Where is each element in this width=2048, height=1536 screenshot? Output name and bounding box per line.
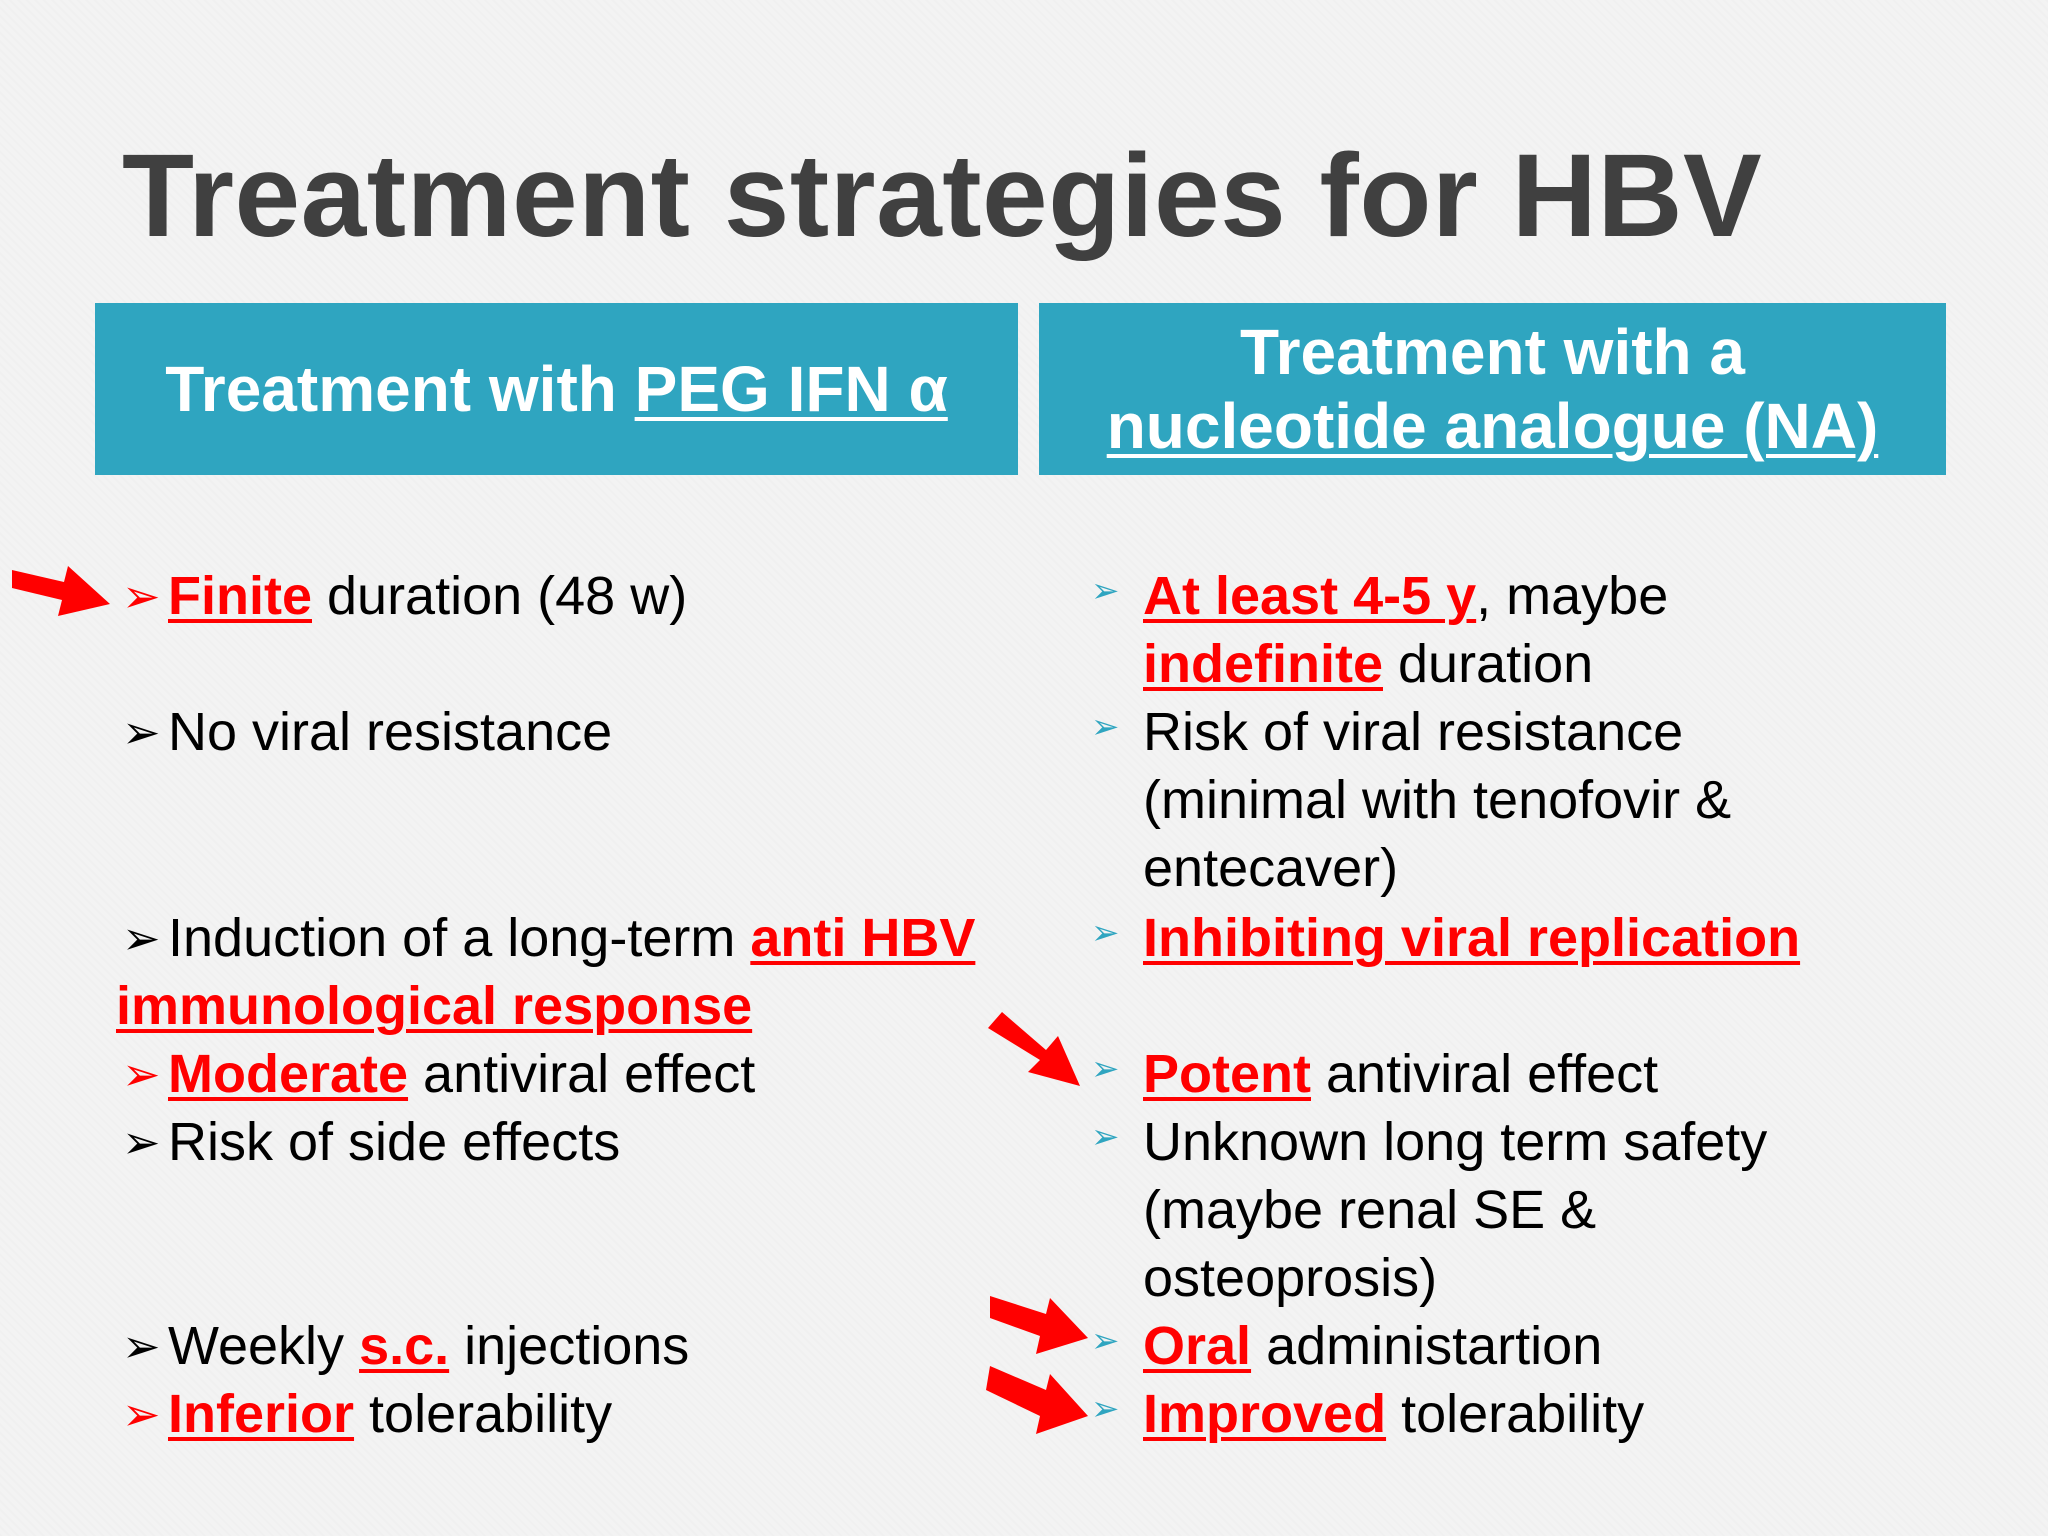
right-item-safety (1091, 1108, 1768, 1176)
bullet-arrow-icon: ➢ (122, 706, 161, 758)
red-pointer-arrow-icon (986, 1366, 1090, 1438)
emphasis-indefinite: indefinite (1143, 634, 1383, 694)
left-item-induction-line2 (116, 972, 752, 1040)
left-item-moderate (122, 1040, 755, 1108)
left-item-induction (122, 904, 975, 972)
bullet-arrow-icon: ➢ (122, 1048, 161, 1100)
emphasis-at-least: At least 4-5 y (1143, 566, 1477, 626)
emphasis-oral: Oral (1143, 1316, 1252, 1376)
right-item-improved (1091, 1380, 1645, 1448)
bullet-arrow-icon: ➢ (122, 912, 161, 964)
emphasis-potent: Potent (1143, 1044, 1311, 1104)
emphasis-inhibiting: Inhibiting viral replication (1143, 908, 1801, 968)
header-peg-ifn (95, 303, 1018, 475)
right-item-resistance-l3: entecaver) (1143, 838, 1399, 898)
slide-title: Treatment strategies for HBV (122, 130, 1763, 262)
text-moderate-rest: antiviral effect (408, 1044, 756, 1104)
bullet-arrow-icon: ➢ (1091, 1322, 1120, 1360)
bullet-arrow-icon: ➢ (1091, 708, 1120, 746)
text-potent-rest: antiviral effect (1311, 1044, 1659, 1104)
text-induction: Induction of a long-term (168, 908, 751, 968)
text-weekly-pre: Weekly (168, 1316, 360, 1376)
left-item-weekly (122, 1312, 689, 1380)
red-pointer-arrow-icon (12, 548, 112, 618)
header-nucleotide-analogue (1039, 303, 1946, 475)
left-item-inferior (122, 1380, 612, 1448)
bullet-arrow-icon: ➢ (1091, 1390, 1120, 1428)
emphasis-improved: Improved (1143, 1384, 1387, 1444)
emphasis-immunological-response: immunological response (116, 976, 753, 1036)
header-peg-prefix: Treatment with (165, 353, 635, 425)
bullet-arrow-icon: ➢ (122, 570, 161, 622)
text-no-resistance: No viral resistance (168, 702, 613, 762)
text-inferior-rest: tolerability (354, 1384, 613, 1444)
emphasis-anti-hbv: anti HBV (750, 908, 976, 968)
header-na-line1: Treatment with a (1240, 316, 1745, 388)
emphasis-moderate: Moderate (168, 1044, 409, 1104)
bullet-arrow-icon: ➢ (1091, 1050, 1120, 1088)
right-item-inhibiting (1091, 904, 1801, 972)
bullet-arrow-icon: ➢ (122, 1320, 161, 1372)
bullet-arrow-icon: ➢ (122, 1116, 161, 1168)
left-item-side-effects (122, 1108, 620, 1176)
text-safety-l1: Unknown long term safety (1143, 1112, 1768, 1172)
right-item-potent (1091, 1040, 1659, 1108)
red-pointer-arrow-icon (990, 1288, 1090, 1358)
text-oral-rest: administartion (1251, 1316, 1603, 1376)
right-item-duration (1091, 562, 1669, 630)
right-item-safety-l2: (maybe renal SE & (1143, 1180, 1597, 1240)
left-item-finite (122, 562, 687, 630)
text-duration-rest: duration (1383, 634, 1594, 694)
text-weekly-post: injections (449, 1316, 690, 1376)
bullet-arrow-icon: ➢ (1091, 914, 1120, 952)
header-na-line2: nucleotide analogue (NA) (1106, 390, 1879, 462)
text-maybe: , maybe (1476, 566, 1669, 626)
right-item-oral (1091, 1312, 1603, 1380)
right-item-duration-line2 (1143, 630, 1593, 698)
bullet-arrow-icon: ➢ (1091, 572, 1120, 610)
right-item-resistance (1091, 698, 1684, 766)
text-resistance-l1: Risk of viral resistance (1143, 702, 1684, 762)
bullet-arrow-icon: ➢ (1091, 1118, 1120, 1156)
text-improved-rest: tolerability (1386, 1384, 1645, 1444)
right-item-resistance-l2: (minimal with tenofovir & (1143, 770, 1732, 830)
text-side-effects: Risk of side effects (168, 1112, 621, 1172)
red-pointer-arrow-icon (988, 1000, 1088, 1092)
emphasis-inferior: Inferior (168, 1384, 355, 1444)
header-peg-link: PEG IFN α (634, 353, 948, 425)
bullet-arrow-icon: ➢ (122, 1388, 161, 1440)
left-item-no-resistance (122, 698, 612, 766)
right-item-safety-l3: osteoprosis) (1143, 1248, 1438, 1308)
emphasis-finite: Finite (168, 566, 312, 626)
emphasis-sc: s.c. (359, 1316, 450, 1376)
text-finite-rest: duration (48 w) (312, 566, 688, 626)
